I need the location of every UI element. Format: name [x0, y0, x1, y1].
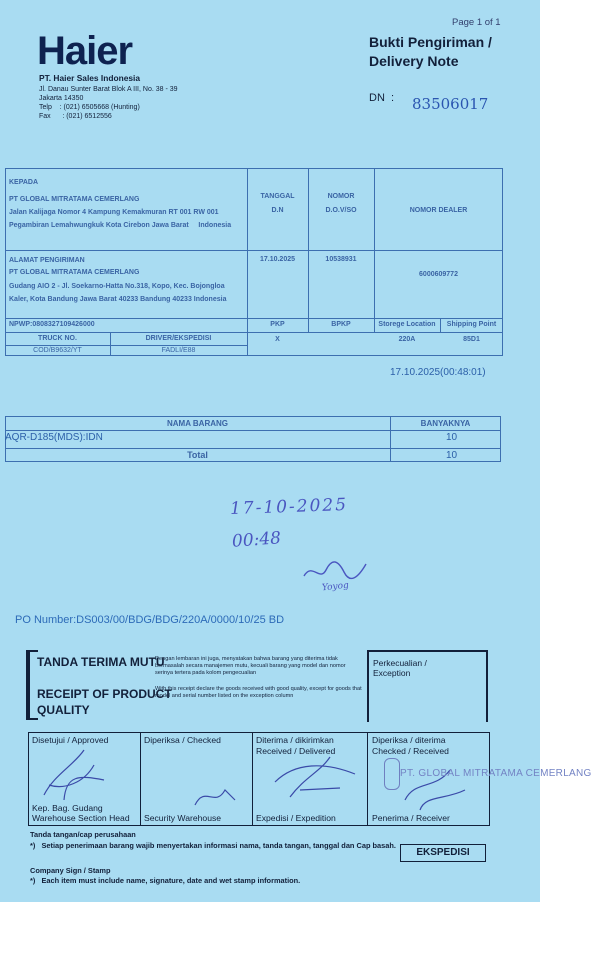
delivered-signature: [270, 752, 360, 802]
shipping-address-2: Kaler, Kota Bandung Jawa Barat 40233 Bandung 40233 Indonesia: [9, 296, 227, 303]
sig-approved-footer-2: Warehouse Section Head: [32, 813, 130, 823]
sig-received-title-1: Diterima / dikirimkan: [256, 735, 334, 745]
bpkp-label: BPKP: [331, 321, 351, 328]
item-quantity: 10: [446, 432, 458, 443]
col-banyaknya: BANYAKNYA: [420, 419, 471, 428]
kepada-label: KEPADA: [9, 179, 39, 186]
nomor-sub: D.O.V/SO: [325, 207, 357, 214]
company-address-2: Jakarta 14350: [39, 95, 84, 102]
sig-received-title-2: Received / Delivered: [256, 746, 336, 756]
exception-label-1: Perkecualian /: [373, 658, 427, 668]
company-telp: Telp : (021) 6505668 (Hunting): [39, 104, 140, 111]
shipping-address-1: Gudang AIO 2 - Jl. Soekarno-Hatta No.318, Kopo, Kec. Bojongloa: [9, 283, 225, 290]
total-value: 10: [446, 450, 458, 461]
total-label: Total: [187, 450, 208, 460]
receipt-title-en-1: RECEIPT OF PRODUCT: [37, 687, 172, 701]
pkp-value: X: [275, 336, 280, 343]
sig-approved-title: Disetujui / Approved: [32, 735, 109, 745]
sign-title: Tanda tangan/cap perusahaan: [30, 830, 136, 839]
npwp: NPWP:0808327109426000: [9, 321, 95, 328]
truck-label: TRUCK NO.: [38, 335, 77, 342]
receipt-title-en-2: QUALITY: [37, 703, 90, 717]
sig-receiver-footer: Penerima / Receiver: [372, 813, 450, 823]
nomor-dealer-label: NOMOR DEALER: [409, 207, 468, 214]
col-nama-barang: NAMA BARANG: [166, 419, 229, 428]
stamp-logo-icon: [384, 758, 400, 790]
receipt-title-id: TANDA TERIMA MUTU: [37, 655, 165, 669]
tanggal-label: TANGGAL: [260, 193, 295, 200]
driver-label: DRIVER/EKSPEDISI: [145, 335, 212, 342]
print-timestamp: 17.10.2025(00:48:01): [390, 367, 486, 378]
item-name: AQR-D185(MDS):IDN: [5, 432, 103, 443]
doc-title-2: Delivery Note: [369, 53, 459, 69]
storage-location-value: 220A: [398, 336, 416, 343]
receipt-text-id: Dengan lembaran ini juga, menyatakan bahwa barang yang diterima tidak bermasalah secara manajemen mutu, kecuali barang yang model dan nomor serinya tertera pada kolom pengecualian: [155, 656, 346, 676]
order-number: 10538931: [325, 256, 357, 263]
shipping-point-value: 85D1: [463, 336, 480, 343]
truck-number: COD/B9632/YT: [33, 347, 82, 354]
sig-received-footer: Expedisi / Expedition: [256, 813, 336, 823]
approved-signature: [34, 745, 114, 805]
page-number: Page 1 of 1: [452, 17, 501, 28]
sign-note: *) Setiap penerimaan barang wajib menyertakan informasi nama, tanda tangan, tanggal dan Cap basah.: [30, 841, 396, 850]
company-name: PT. Haier Sales Indonesia: [39, 73, 141, 83]
company-sign-note: *) Each item must include name, signature, date and wet stamp information.: [30, 876, 301, 885]
doc-title-1: Bukti Pengiriman /: [369, 34, 492, 50]
tanggal-sub: D.N: [271, 207, 284, 214]
company-fax: Fax : (021) 6512556: [39, 113, 112, 120]
dealer-number: 6000609772: [419, 271, 458, 278]
sig-checked-footer: Security Warehouse: [144, 813, 222, 823]
sig-checked-title: Diperiksa / Checked: [144, 735, 221, 745]
driver-name: FADLI/E88: [161, 347, 196, 354]
storage-location-label: Storege Location: [378, 321, 436, 328]
dn-number: 83506017: [412, 95, 489, 113]
nomor-label: NOMOR: [327, 193, 355, 200]
recipient-address-2: Pegambiran Lemahwungkuk Kota Cirebon Jawa Barat Indonesia: [9, 222, 232, 229]
copy-label-box: EKSPEDISI: [400, 844, 486, 862]
shipping-point-label: Shipping Point: [446, 321, 497, 328]
sig-receiver-title-1: Diperiksa / diterima: [372, 735, 446, 745]
dn-label: DN :: [369, 92, 395, 104]
pkp-label: PKP: [270, 321, 285, 328]
shipping-date: 17.10.2025: [259, 256, 296, 263]
sig-approved-footer-1: Kep. Bag. Gudang: [32, 803, 103, 813]
po-number: PO Number:DS003/00/BDG/BDG/220A/0000/10/25 BD: [15, 614, 285, 626]
recipient-name: PT GLOBAL MITRATAMA CEMERLANG: [9, 196, 140, 203]
shipping-name: PT GLOBAL MITRATAMA CEMERLANG: [9, 269, 140, 276]
receipt-text-en: With this receipt declare the goods received with good quality, except for goods that model and serial number listed on the exception column: [155, 686, 362, 699]
handwritten-date: 17-10-2025: [229, 494, 349, 520]
recipient-address-1: Jalan Kalijaga Nomor 4 Kampung Kemakmuran RT 001 RW 001: [9, 209, 219, 216]
handwritten-time: 00:48: [231, 528, 282, 552]
haier-logo: Haier: [37, 29, 133, 73]
company-sign-title: Company Sign / Stamp: [30, 866, 111, 875]
sig-receiver-title-2: Checked / Received: [372, 746, 449, 756]
handwritten-initials: Yoyog: [321, 580, 350, 594]
company-stamp: PT. GLOBAL MITRATAMA CEMERLANG: [400, 768, 592, 779]
shipping-label: ALAMAT PENGIRIMAN: [9, 257, 85, 264]
checked-signature: [190, 780, 240, 810]
exception-label-2: Exception: [373, 668, 411, 678]
company-address-1: Jl. Danau Sunter Barat Blok A III, No. 38 - 39: [39, 86, 178, 93]
